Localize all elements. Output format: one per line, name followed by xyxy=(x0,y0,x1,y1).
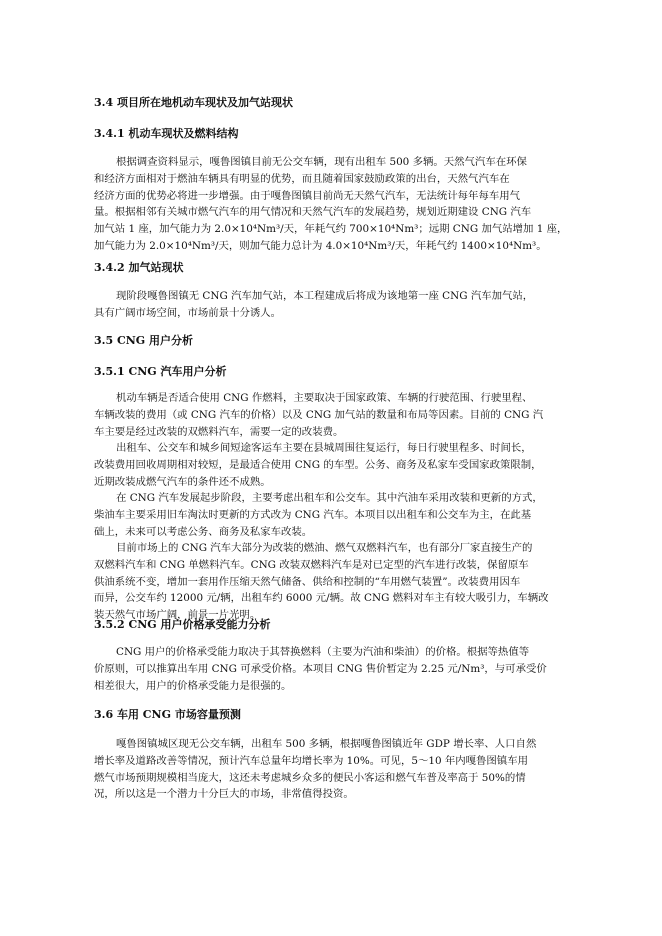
text-line: 现阶段嘎鲁图镇无 CNG 汽车加气站，本工程建成后将成为该地第一座 CNG 汽车加气站， xyxy=(116,290,534,302)
text-line: 燃气市场预期规模相当庞大，这还未考虑城乡众多的便民小客运和燃气车普及率高于 50%的情 xyxy=(94,771,526,784)
text-line: 加气站 1 座，加气能力为 2.0×10⁴Nm³/天，年耗气约 700×10⁴Nm³；远期 CNG 加气站增加 1 座， xyxy=(94,223,568,236)
text-line: 况，所以这是一个潜力十分巨大的市场，非常值得投资。 xyxy=(94,788,354,801)
paragraph-fuel-structure xyxy=(94,154,572,255)
heading-3-5: 3.5 CNG 用户分析 xyxy=(94,334,193,347)
paragraph-vehicle-users-4 xyxy=(94,540,572,624)
text-line: 具有广阔市场空间，市场前景十分诱人。 xyxy=(94,306,282,319)
text-line: 目前市场上的 CNG 汽车大部分为改装的燃油、燃气双燃料汽车，也有部分厂家直接生产的 xyxy=(116,542,533,554)
text-line: 增长率及道路改善等情况，预计汽车总量年均增长率为 10%。可见，5～10 年内嘎鲁图镇车用 xyxy=(94,754,528,767)
text-line: 经济方面的优势必将进一步增强。由于嘎鲁图镇目前尚无天然气汽车，无法统计每年每车用气 xyxy=(94,189,521,202)
heading-3-5-2: 3.5.2 CNG 用户价格承受能力分析 xyxy=(94,618,271,631)
text-line: 相差很大，用户的价格承受能力是很强的。 xyxy=(94,679,292,692)
text-line: 加气能力为 2.0×10⁴Nm³/天，则加气能力总计为 4.0×10⁴Nm³/天，年耗气约 1400×10⁴Nm³。 xyxy=(94,239,547,252)
text-line: 和经济方面相对于燃油车辆具有明显的优势，而且随着国家鼓励政策的出台，天然气汽车在 xyxy=(94,172,510,185)
text-line: 出租车、公交车和城乡间短途客运车主要在县城周围往复运行，每日行驶里程多、时间长， xyxy=(116,442,532,454)
paragraph-station-status xyxy=(94,288,572,322)
text-line: 根据调查资料显示，嘎鲁图镇目前无公交车辆，现有出租车 500 多辆。天然气汽车在环保 xyxy=(116,156,527,168)
heading-3-4-2: 3.4.2 加气站现状 xyxy=(94,261,184,274)
heading-3-4: 3.4 项目所在地机动车现状及加气站现状 xyxy=(94,96,293,109)
text-line: 近期改装成燃气汽车的条件还不成熟。 xyxy=(94,475,271,488)
paragraph-vehicle-users-1 xyxy=(94,390,572,440)
text-line: 改装费用回收周期相对较短，是最适合使用 CNG 的车型。公务、商务及私家车受国家政策限制， xyxy=(94,458,542,471)
paragraph-vehicle-users-3 xyxy=(94,490,572,540)
heading-3-4-1: 3.4.1 机动车现状及燃料结构 xyxy=(94,127,239,140)
paragraph-vehicle-users-2 xyxy=(94,440,572,490)
text-line: 在 CNG 汽车发展起步阶段，主要考虑出租车和公交车。其中汽油车采用改装和更新的方式， xyxy=(116,492,543,504)
text-line: 价原则，可以推算出车用 CNG 可承受价格。本项目 CNG 售价暂定为 2.25 元/Nm³，与可承受价 xyxy=(94,662,547,675)
text-line: 装天然气市场广阔，前景一片光明。 xyxy=(94,609,261,622)
text-line: 量。根据相邻有关城市燃气汽车的用气情况和天然气汽车的发展趋势，规划近期建设 CNG 汽车 xyxy=(94,206,532,219)
text-line: 嘎鲁图镇城区现无公交车辆，出租车 500 多辆，根据嘎鲁图镇近年 GDP 增长率、人口自然 xyxy=(116,738,537,750)
text-line: 础上，未来可以考虑公务、商务及私家车改装。 xyxy=(94,525,313,538)
text-line: 机动车辆是否适合使用 CNG 作燃料，主要取决于国家政策、车辆的行驶范围、行驶里程、 xyxy=(116,392,533,404)
heading-3-5-1: 3.5.1 CNG 汽车用户分析 xyxy=(94,365,227,378)
text-line: 而异，公交车约 12000 元/辆，出租车约 6000 元/辆。故 CNG 燃料对车主有较大吸引力，车辆改 xyxy=(94,592,549,605)
text-line: 双燃料汽车和 CNG 单燃料汽车。CNG 改装双燃料汽车是对已定型的汽车进行改装，保留原车 xyxy=(94,558,529,571)
heading-3-6: 3.6 车用 CNG 市场容量预测 xyxy=(94,708,241,721)
paragraph-market-forecast xyxy=(94,736,572,803)
text-line: 车主要是经过改装的双燃料汽车，需要一定的改装费。 xyxy=(94,425,344,438)
paragraph-price-capacity xyxy=(94,644,572,694)
text-line: CNG 用户的价格承受能力取决于其替换燃料（主要为汽油和柴油）的价格。根据等热值等 xyxy=(116,646,530,658)
text-line: 车辆改装的费用（或 CNG 汽车的价格）以及 CNG 加气站的数量和布局等因素。目前的 CNG 汽 xyxy=(94,408,544,421)
text-line: 柴油车主要采用旧车淘汰时更新的方式改为 CNG 汽车。本项目以出租车和公交车为主，在此基 xyxy=(94,508,532,521)
text-line: 供油系统不变，增加一套用作压缩天然气储备、供给和控制的“车用燃气装置”。改装费用因车 xyxy=(94,575,521,588)
